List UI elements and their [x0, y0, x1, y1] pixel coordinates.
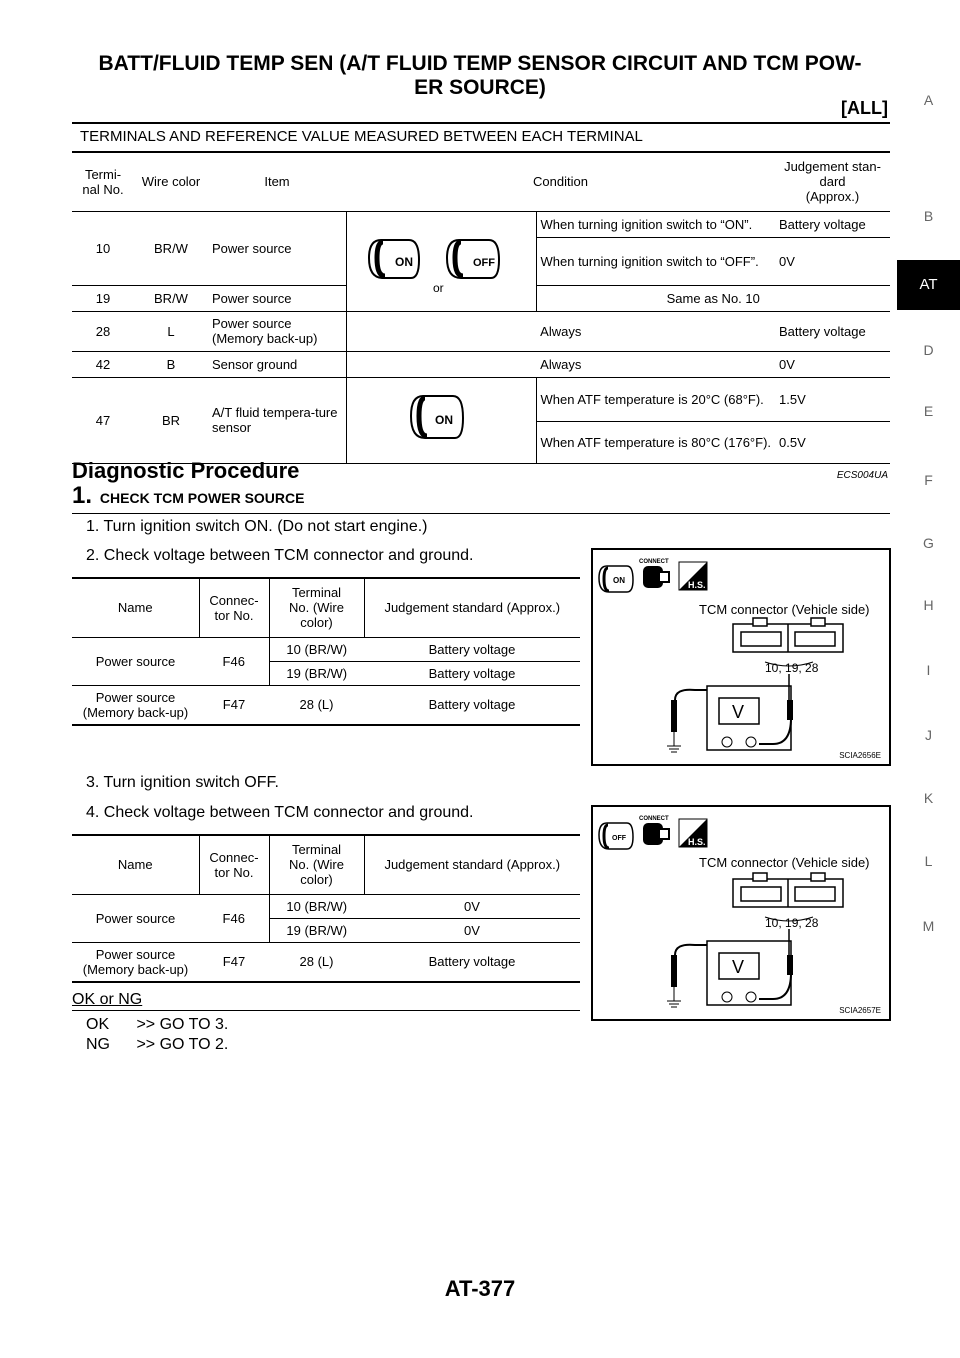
side-tab-g[interactable]: G — [923, 535, 934, 551]
cell-term: 19 (BR/W) — [269, 661, 364, 685]
side-tab-a[interactable]: A — [923, 92, 934, 108]
key-on-label: ON — [435, 412, 453, 427]
ignition-key-on-off-icon — [351, 220, 531, 300]
cell-term: 10 (BR/W) — [269, 894, 364, 918]
cell-conn: F47 — [199, 942, 269, 982]
voltmeter-icon — [707, 941, 791, 1005]
cell-name: Power source (Memory back-up) — [72, 685, 199, 725]
cell-cond: When turning ignition switch to “ON”. — [536, 211, 775, 237]
table-header-row — [72, 836, 580, 894]
svg-text:TCM connector (Vehicle side): TCM connector (Vehicle side) — [699, 602, 870, 617]
col-item: Item — [208, 153, 346, 211]
page-subtitle: [ALL] — [841, 98, 888, 118]
key-on-icon — [599, 566, 633, 592]
cell-no: 10 — [72, 211, 134, 285]
side-tab-j[interactable]: J — [925, 727, 932, 743]
instruction-3: 3. Turn ignition switch OFF. — [86, 774, 279, 791]
table-header-row — [72, 579, 580, 637]
svg-text:OFF: OFF — [612, 835, 626, 842]
cell-conn: F46 — [199, 894, 269, 942]
cell-name: Power source (Memory back-up) — [72, 942, 199, 982]
svg-text:CONNECT: CONNECT — [639, 559, 669, 565]
cell-cond: Always — [346, 311, 775, 351]
cell-judge: Battery voltage — [364, 661, 580, 685]
figure-code: SCIA2657E — [839, 1006, 881, 1015]
header-rule — [72, 122, 890, 124]
cell-judge: 0V — [364, 894, 580, 918]
figure-tcm-off — [591, 805, 891, 1021]
instruction-1: 1. Turn ignition switch ON. (Do not start engine.) — [86, 518, 428, 535]
side-tab-h[interactable]: H — [923, 597, 934, 613]
cell-no: 47 — [72, 377, 134, 463]
cell-judge: 0V — [775, 237, 890, 285]
page-title — [60, 52, 900, 100]
side-tab-m[interactable]: M — [922, 918, 935, 934]
figure-tcm-on — [591, 548, 891, 766]
terminals-table — [72, 153, 890, 464]
ok-label: OK — [86, 1016, 110, 1033]
col-condition: Condition — [346, 153, 775, 211]
cell-judge: 0.5V — [775, 421, 890, 463]
ok-action[interactable]: >> GO TO 3. — [136, 1016, 229, 1033]
cell-no: 19 — [72, 285, 134, 311]
cell-term: 28 (L) — [269, 685, 364, 725]
svg-text:10, 19, 28: 10, 19, 28 — [765, 916, 819, 930]
cell-key-on — [346, 377, 536, 463]
side-tab-d[interactable]: D — [923, 342, 934, 358]
step-rule — [72, 513, 890, 514]
cell-cond: When ATF temperature is 80°C (176°F). — [536, 421, 775, 463]
col-terminal-no: Termi- nal No. — [72, 153, 134, 211]
col-wire-color: Wire color — [134, 153, 208, 211]
page-title-line2: ER SOURCE) — [414, 76, 546, 99]
side-tab-l[interactable]: L — [924, 853, 933, 869]
cell-judge: Battery voltage — [775, 311, 890, 351]
voltage-table-on — [72, 579, 580, 726]
figure-code: SCIA2656E — [839, 751, 881, 760]
cell-item: Power source (Memory back-up) — [208, 311, 346, 351]
svg-text:TCM connector (Vehicle side): TCM connector (Vehicle side) — [699, 855, 870, 870]
step-number: 1. — [72, 482, 93, 509]
cell-name: Power source — [72, 637, 199, 685]
voltmeter-icon — [707, 686, 791, 750]
cell-conn: F47 — [199, 685, 269, 725]
cell-item: A/T fluid tempera-ture sensor — [208, 377, 346, 463]
section-code: ECS004UA — [836, 470, 888, 481]
ng-row — [86, 1036, 228, 1054]
svg-text:10, 19, 28: 10, 19, 28 — [765, 661, 819, 675]
table-row — [72, 377, 890, 421]
or-label: or — [433, 280, 444, 295]
cell-key-on-off — [346, 211, 536, 311]
col-judgement: Judgement stan- dard (Approx.) — [775, 153, 890, 211]
cell-cond: Always — [346, 351, 775, 377]
hs-icon — [679, 819, 707, 847]
col-judgement: Judgement standard (Approx.) — [364, 836, 580, 894]
table-row — [72, 311, 890, 351]
side-tab-at[interactable]: AT — [897, 260, 960, 310]
ignition-key-on-icon — [401, 384, 481, 454]
side-tab-i[interactable]: I — [926, 662, 931, 678]
page-number: AT-377 — [444, 1276, 516, 1301]
side-tab-b[interactable]: B — [923, 208, 934, 224]
tcm-connector-icon — [733, 618, 843, 652]
svg-text:CONNECT: CONNECT — [639, 816, 669, 822]
cell-no: 28 — [72, 311, 134, 351]
cell-wire: BR/W — [134, 211, 208, 285]
cell-cond: When ATF temperature is 20°C (68°F). — [536, 377, 775, 421]
cell-conn: F46 — [199, 637, 269, 685]
ng-action[interactable]: >> GO TO 2. — [136, 1036, 229, 1053]
instruction-2: 2. Check voltage between TCM connector and ground. — [86, 547, 474, 564]
cell-wire: BR — [134, 377, 208, 463]
col-connector: Connec- tor No. — [199, 579, 269, 637]
table-row — [72, 685, 580, 725]
cell-judge: Battery voltage — [364, 685, 580, 725]
table-row — [72, 211, 890, 237]
key-off-label: OFF — [473, 256, 495, 269]
table-row — [72, 637, 580, 661]
side-tab-e[interactable]: E — [923, 403, 934, 419]
key-off-icon — [447, 240, 499, 278]
svg-text:V: V — [732, 957, 745, 977]
cell-judge: 0V — [364, 918, 580, 942]
cell-judge: Battery voltage — [364, 637, 580, 661]
table-row — [72, 894, 580, 918]
svg-text:H.S.: H.S. — [688, 580, 706, 590]
cell-same: Same as No. 10 — [536, 285, 890, 311]
hs-icon — [679, 562, 707, 590]
cell-name: Power source — [72, 894, 199, 942]
ng-label: NG — [86, 1036, 110, 1053]
voltage-table-off — [72, 836, 580, 983]
step-title: CHECK TCM POWER SOURCE — [99, 490, 305, 506]
table-row — [72, 351, 890, 377]
cell-judge: Battery voltage — [775, 211, 890, 237]
side-tab-f[interactable]: F — [924, 472, 933, 488]
col-terminal: Terminal No. (Wire color) — [269, 836, 364, 894]
connector-icon — [643, 566, 669, 588]
connector-icon — [643, 823, 669, 845]
table-row — [72, 942, 580, 982]
cell-term: 10 (BR/W) — [269, 637, 364, 661]
section-title: Diagnostic Procedure — [72, 458, 300, 483]
cell-item: Power source — [208, 285, 346, 311]
side-tab-k[interactable]: K — [923, 790, 934, 806]
svg-text:ON: ON — [613, 576, 625, 585]
key-on-label: ON — [395, 254, 413, 269]
connector-check-diagram — [593, 550, 889, 764]
cell-term: 19 (BR/W) — [269, 918, 364, 942]
cell-judge: 1.5V — [775, 377, 890, 421]
svg-text:V: V — [732, 702, 745, 722]
col-name: Name — [72, 836, 199, 894]
key-on-icon — [369, 240, 419, 278]
cell-term: 28 (L) — [269, 942, 364, 982]
col-name: Name — [72, 579, 199, 637]
cell-judge: 0V — [775, 351, 890, 377]
col-connector: Connec- tor No. — [199, 836, 269, 894]
instruction-4: 4. Check voltage between TCM connector and ground. — [86, 804, 474, 821]
cell-no: 42 — [72, 351, 134, 377]
cell-judge: Battery voltage — [364, 942, 580, 982]
key-off-icon — [599, 823, 633, 849]
terminals-heading: TERMINALS AND REFERENCE VALUE MEASURED BETWEEN EACH TERMINAL — [80, 128, 643, 145]
step-heading — [72, 482, 304, 510]
connector-check-diagram — [593, 807, 889, 1019]
cell-cond: When turning ignition switch to “OFF”. — [536, 237, 775, 285]
okng-label: OK or NG — [72, 991, 143, 1008]
cell-wire: B — [134, 351, 208, 377]
col-terminal: Terminal No. (Wire color) — [269, 579, 364, 637]
col-judgement: Judgement standard (Approx.) — [364, 579, 580, 637]
cell-item: Sensor ground — [208, 351, 346, 377]
cell-wire: BR/W — [134, 285, 208, 311]
cell-wire: L — [134, 311, 208, 351]
page-title-line1: BATT/FLUID TEMP SEN (A/T FLUID TEMP SENSOR CIRCUIT AND TCM POW- — [98, 52, 862, 75]
okng-rule — [72, 1010, 580, 1011]
cell-item: Power source — [208, 211, 346, 285]
table-header-row — [72, 153, 890, 211]
ok-row — [86, 1016, 228, 1034]
tcm-connector-icon — [733, 873, 843, 907]
svg-text:H.S.: H.S. — [688, 837, 706, 847]
